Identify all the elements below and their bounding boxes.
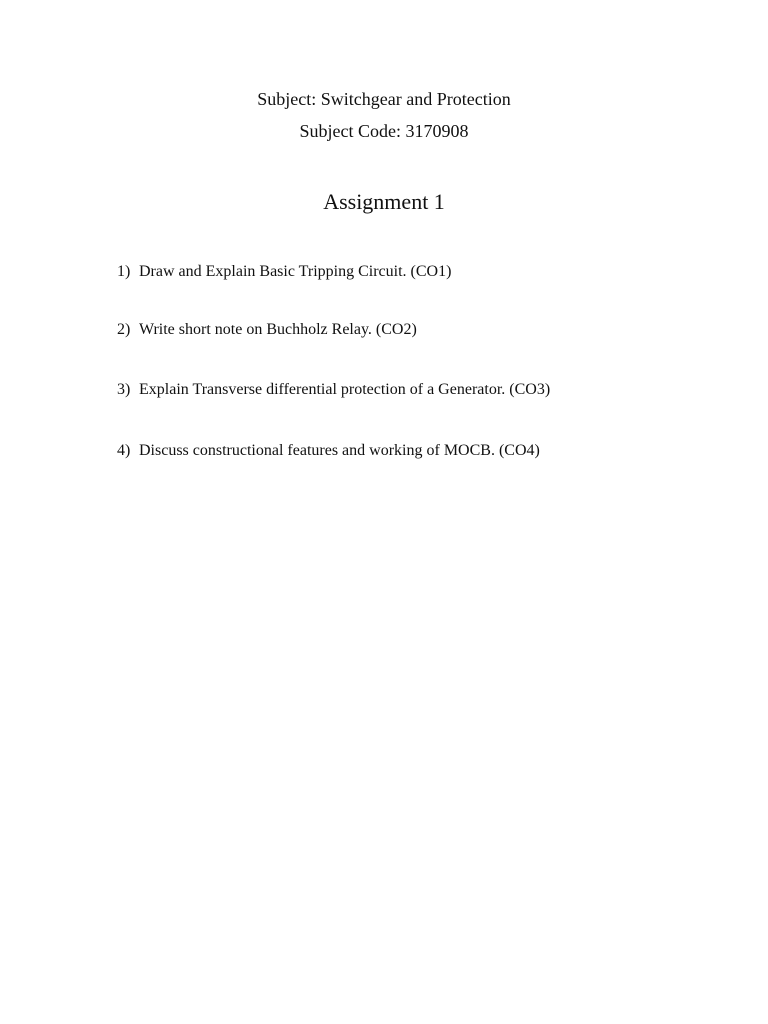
- question-number: 1): [117, 263, 131, 280]
- question-item: [117, 381, 550, 399]
- question-text: Explain Transverse differential protection of a Generator. (CO3): [139, 381, 551, 398]
- question-number: 2): [117, 321, 131, 338]
- question-item: [117, 321, 417, 339]
- subject-line: Subject: Switchgear and Protection: [257, 89, 511, 109]
- question-text: Draw and Explain Basic Tripping Circuit. (CO1): [139, 263, 452, 280]
- question-item: [117, 263, 451, 281]
- assignment-title: Assignment 1: [323, 189, 445, 214]
- question-number: 4): [117, 442, 131, 459]
- question-item: [117, 442, 540, 460]
- question-text: Write short note on Buchholz Relay. (CO2): [139, 321, 417, 338]
- question-text: Discuss constructional features and working of MOCB. (CO4): [139, 442, 540, 459]
- subject-code-line: Subject Code: 3170908: [299, 121, 469, 141]
- question-number: 3): [117, 381, 131, 398]
